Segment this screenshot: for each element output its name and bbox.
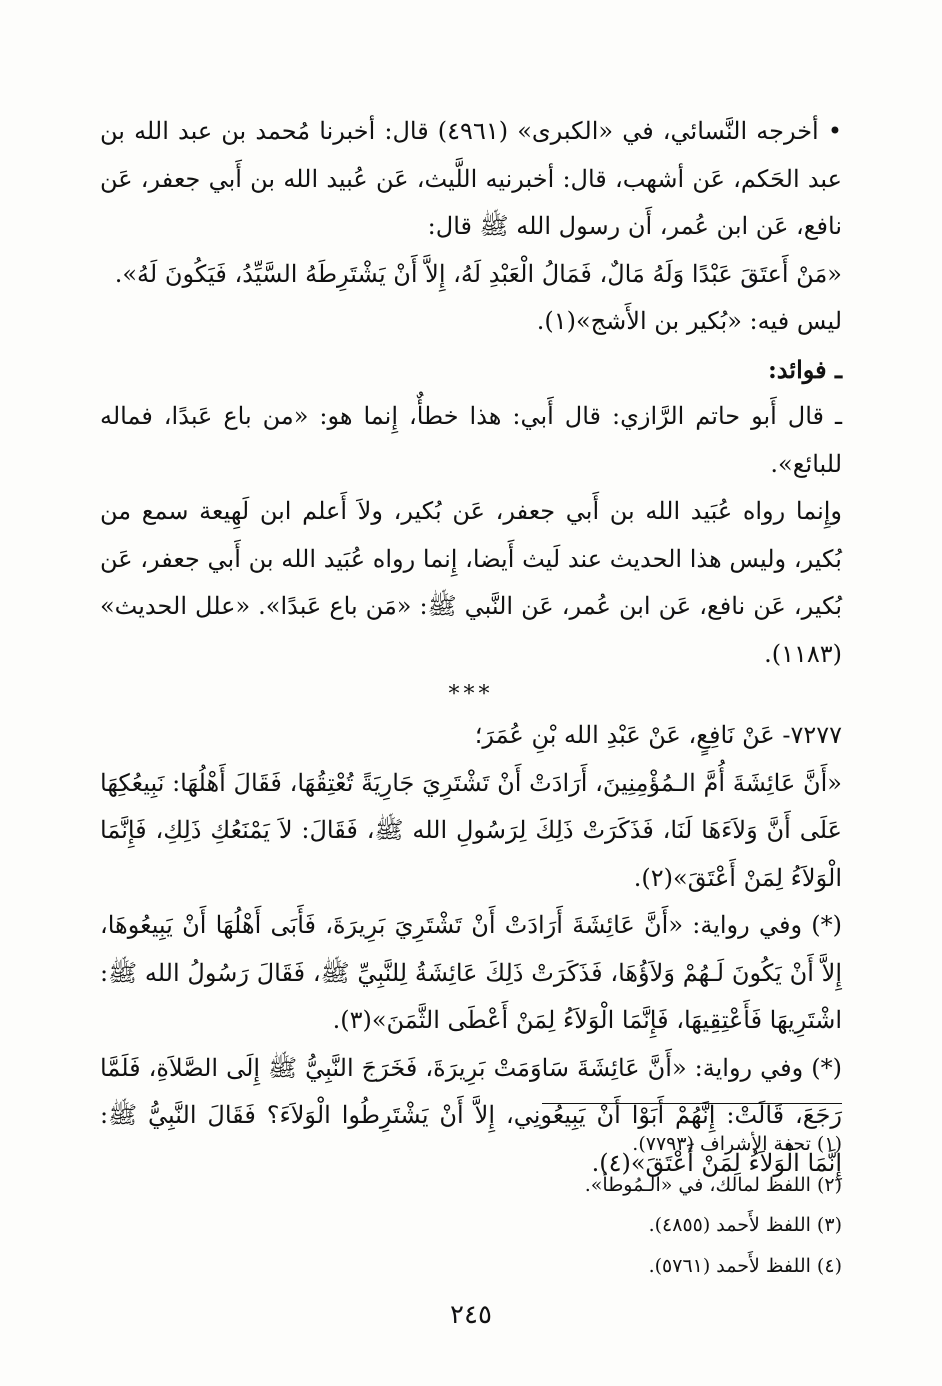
footnotes <box>100 1124 842 1286</box>
footnote-1: (١) تحفة الأشراف (٧٧٩٣). <box>632 1133 842 1155</box>
footnote-2: (٢) اللفظ لمالك، في «الـمُوطأ». <box>584 1173 842 1196</box>
paragraph-hadith-quote: «مَنْ أَعتَقَ عَبْدًا وَلَهُ مَالٌ، فَمَالُ الْعَبْدِ لَهُ، إِلاَّ أَنْ يَشْتَرِطَهُ السَّيِّدُ، فَيَكُونَ لَهُ». <box>114 259 842 288</box>
hadith-text: «أَنَّ عَائِشَةَ أُمَّ الـمُؤْمِنِينَ، أَرَادَتْ أَنْ تَشْتَرِيَ جَارِيَةً تُعْتِقُهَا، فَقَالَ أَهْلُهَا: نَبِيعُكِهَا عَلَى أَنَّ وَلاَءَهَا لَنَا، فَذَكَرَتْ ذَلِكَ لِرَسُولِ الله ﷺ، فَقَالَ: لاَ يَمْنَعُكِ ذَلِكِ، فَإِنَّمَا الْوَلاَءُ لِمَنْ أَعْتَقَ»(٢). <box>100 768 842 892</box>
paragraph-note: ليس فيه: «بُكير بن الأَشج»(١). <box>536 307 842 335</box>
paragraph-takhrij: • أخرجه النَّسائي، في «الكبرى» (٤٩٦١) قال: أخبرنا مُحمد بن عبد الله بن عبد الحَكم، عَن أشهب، قال: أخبرنيه اللَّيث، عَن عُبيد الله بن أَبي جعفر، عَن نافع، عَن ابن عُمر، أَن رسول الله ﷺ قال: <box>100 117 842 240</box>
section-divider-stars: *** <box>448 682 494 707</box>
page-number: ٢٤٥ <box>450 1300 492 1330</box>
paragraph-abu-hatim: ـ قال أَبو حاتم الرَّازي: قال أَبي: هذا خطأٌ، إِنما هو: «من باع عَبدًا، فماله للبائع». <box>100 402 842 478</box>
section-heading-fawaid: ـ فوائد: <box>767 354 842 384</box>
footnote-3: (٣) اللفظ لأَحمد (٤٨٥٥). <box>648 1214 842 1236</box>
riwaya-2: (*) وفي رواية: «أَنَّ عَائِشَةَ سَاوَمَتْ بَرِيرَةَ، فَخَرَجَ النَّبِيُّ ﷺ إِلَى الصَّلاَةِ، فَلَمَّا رَجَعَ، قَالَتْ: إِنَّهُمْ أَبَوْا أَنْ يَبِيعُونِي، إِلاَّ أَنْ يَشْتَرِطُوا الْوَلاَءَ؟ فَقَالَ النَّبِيُّ ﷺ: إِنَّمَا الْوَلاَءُ لِمَنْ أَعْتَقَ»(٤). <box>100 1053 842 1177</box>
hadith-header-7277: ٧٢٧٧- عَنْ نَافِعٍ، عَنْ عَبْدِ الله بْنِ عُمَرَ؛ <box>474 721 842 749</box>
riwaya-1: (*) وفي رواية: «أَنَّ عَائِشَةَ أَرَادَتْ أَنْ تَشْتَرِيَ بَرِيرَةَ، فَأَبَى أَهْلُهَا أَنْ يَبِيعُوهَا، إِلاَّ أَنْ يَكُونَ لَـهُمْ وَلاَؤُهَا، فَذَكَرَتْ ذَلِكَ عَائِشَةُ لِلنَّبِيِّ ﷺ، فَقَالَ رَسُولُ الله ﷺ: اشْتَرِيهَا فَأَعْتِقِيهَا، فَإِنَّمَا الْوَلاَءُ لِمَنْ أَعْطَى الثَّمَنَ»(٣). <box>100 911 842 1034</box>
main-text <box>100 108 842 1187</box>
footnote-separator <box>542 1103 842 1104</box>
footnote-4: (٤) اللفظ لأَحمد (٥٧٦١). <box>648 1254 842 1277</box>
paragraph-explanation: وإِنما رواه عُبَيد الله بن أَبي جعفر، عَن بُكير، ولاَ أَعلم ابن لَهِيعة سمع من بُكير، وليس هذا الحديث عند لَيث أَيضا، إِنما رواه عُبَيد الله بن أَبي جعفر، عَن بُكير، عَن نافع، عَن ابن عُمر، عَن النَّبي ﷺ: «مَن باع عَبدًا». «علل الحديث» (١١٨٣). <box>100 497 842 668</box>
